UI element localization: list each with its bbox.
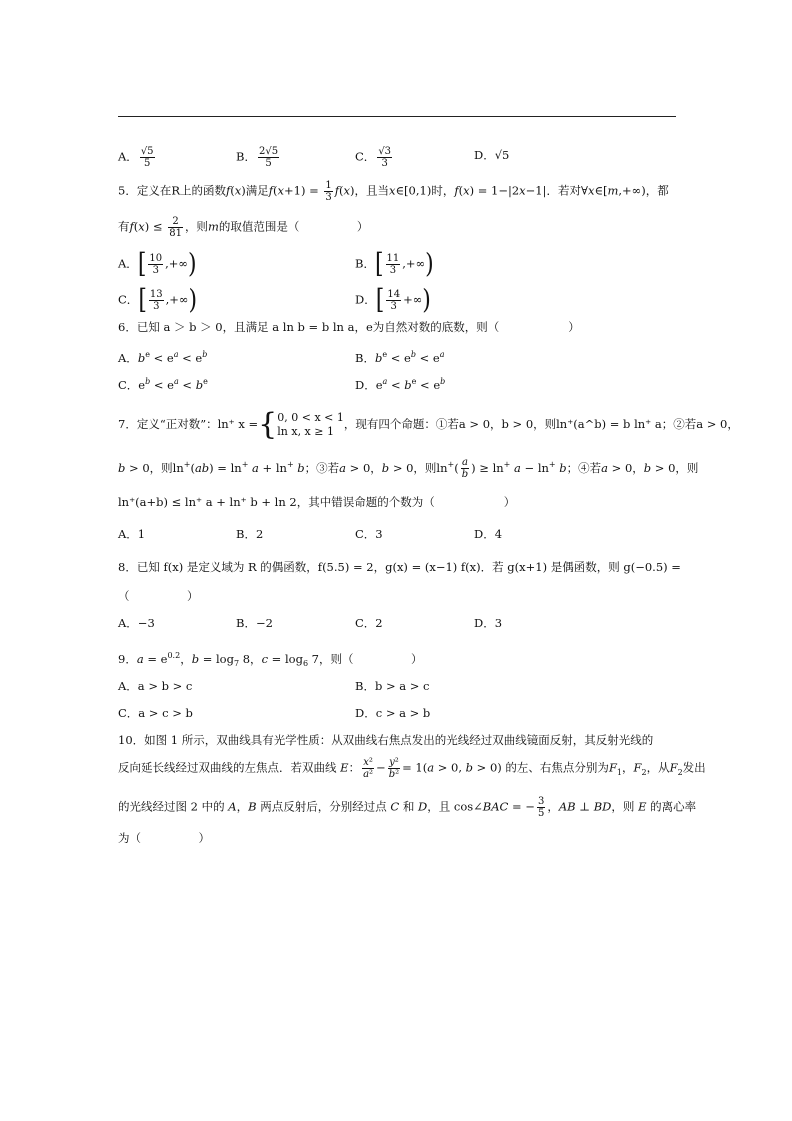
q10-line2: 反向延长线经过双曲线的左焦点．若双曲线 E： $\frac{\text{x²}}{\text{a²}}$ − $\frac{\text{y²}}{\text{b²}}$ = 1(a > 0, b > 0) 的左、右焦点分别为$F_1$，$F_2$，从$F_2$发出	[118, 757, 706, 780]
q8-option-b: B．−2	[236, 616, 273, 630]
q4-option-a: A． $\frac{√5}{5}$	[118, 146, 154, 169]
q7-option-b: B．2	[236, 527, 264, 541]
q7-line1: 7．定义“正对数”：ln⁺ x ={ 0, 0 < x < 1 ln x, x ≥ 1 ，现有四个命题：①若a > 0，b > 0，则ln⁺(a^b) = b ln⁺ a；②若a > 0，	[118, 407, 739, 442]
q5-line2: 有f(x) ≤ $\frac{2}{81}$ ，则m的取值范围是（ ）	[118, 216, 369, 239]
q5-option-b: B．[ $\frac{11}{3}$ ,+∞)	[355, 248, 434, 280]
header-rule	[118, 116, 676, 117]
q9-option-d: D．c > a > b	[355, 706, 431, 720]
q8-option-a: A．−3	[118, 616, 155, 630]
q8-line1: 8．已知 f(x) 是定义域为 R 的偶函数，f(5.5) = 2，g(x) = (x−1) f(x)．若 g(x+1) 是偶函数，则 g(−0.5) =	[118, 560, 681, 574]
q9-option-c: C．a > c > b	[118, 706, 193, 720]
q6-option-a: A．$b^e < e^a < e^b$	[118, 350, 208, 365]
q10-line3: 的光线经过图 2 中的 A，B 两点反射后，分别经过点 C 和 D，且 cos∠BAC = − $\frac{3}{5}$ ，AB ⊥ BD，则 E 的离心率	[118, 796, 697, 819]
q7-line2: b > 0，则ln+(ab) = ln+ a + ln+ b；③若a > 0，b > 0，则ln+( $\frac{a}{b}$ ) ≥ ln+ a − ln+ b；④若a > 0，b > 0，则	[118, 457, 699, 481]
q5-option-a: A．[ $\frac{10}{3}$ ,+∞)	[118, 248, 197, 280]
q6-option-d: D．$e^a < b^e < e^b$	[355, 377, 446, 392]
q9-option-b: B．b > a > c	[355, 679, 430, 693]
q7-option-a: A．1	[118, 527, 146, 541]
q8-option-c: C．2	[355, 616, 383, 630]
q7-option-c: C．3	[355, 527, 383, 541]
q5-line1: 5．定义在R上的函数f(x)满足f(x+1) = $\frac{1}{3}$ f(x)，且当x∈[0,1)时，f(x) = 1−|2x−1|．若对∀x∈[m,+∞)，都	[118, 180, 669, 203]
q4-option-d: D．√5	[474, 148, 510, 162]
q9-option-a: A．a > b > c	[118, 679, 193, 693]
q5-option-c: C．[ $\frac{13}{3}$ ,+∞)	[118, 284, 198, 316]
q10-line4: 为（ ）	[118, 831, 210, 845]
q8-option-d: D．3	[474, 616, 503, 630]
q7-option-d: D．4	[474, 527, 503, 541]
q4-option-b: B． $\frac{2√5}{5}$	[236, 146, 279, 169]
q5-option-d: D．[ $\frac{14}{3}$ +∞)	[355, 284, 431, 316]
q7-line3: ln⁺(a+b) ≤ ln⁺ a + ln⁺ b + ln 2，其中错误命题的个数为（ ）	[118, 495, 516, 509]
q6-stem: 6．已知 a ＞ b ＞ 0，且满足 a ln b = b ln a，e为自然对数的底数，则（ ）	[118, 320, 580, 334]
q6-option-b: B．$b^e < e^b < e^a$	[355, 350, 445, 365]
q4-option-c: C． $\frac{√3}{3}$	[355, 146, 392, 169]
q6-option-c: C．$e^b < e^a < b^e$	[118, 377, 208, 392]
q8-line2: （ ）	[118, 589, 199, 603]
q9-stem: 9．$a = e^{0.2}$，$b = \log_7 8$，$c = \log_6 7$，则（ ）	[118, 651, 423, 669]
q10-line1: 10．如图 1 所示，双曲线具有光学性质：从双曲线右焦点发出的光线经过双曲线镜面反射，其反射光线的	[118, 733, 654, 747]
